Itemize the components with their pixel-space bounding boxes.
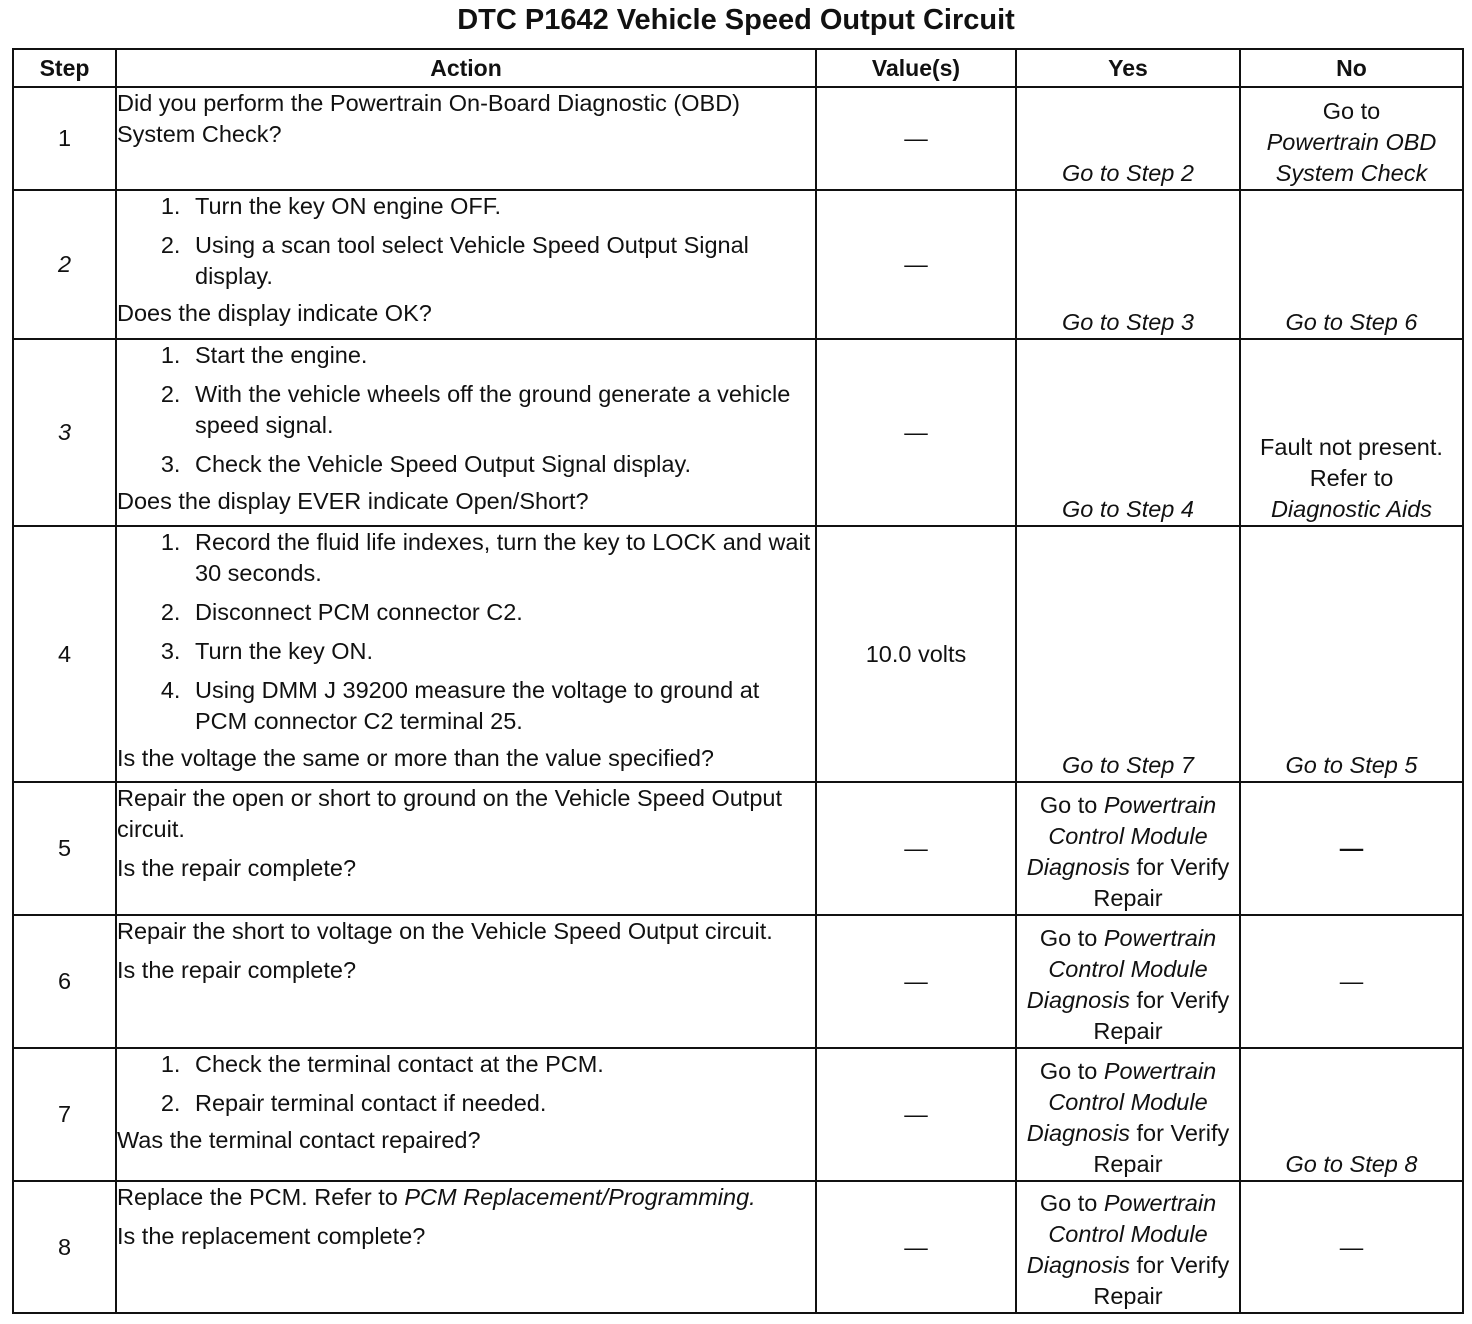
action-item: 4. Using DMM J 39200 measure the voltage to ground at PCM connector C2 terminal 25. (187, 675, 815, 737)
header-action: Action (116, 49, 816, 87)
no-text: Fault not present. Refer to (1260, 434, 1443, 491)
action-question: Is the repair complete? (117, 855, 357, 881)
value-cell (816, 782, 1016, 915)
yes-cell (1016, 915, 1240, 1048)
step-number: 4 (13, 526, 116, 782)
verify-module-diagnosis: Powertrain Control Module Diagnosis (1026, 1190, 1217, 1278)
action-question: Is the voltage the same or more than the value specified? (117, 745, 714, 771)
verify-module-diagnosis: Powertrain Control Module Diagnosis (1026, 792, 1217, 880)
verify-repair-text: for Verify Repair (1093, 1252, 1230, 1309)
action-cell (116, 339, 816, 526)
action-text (117, 1182, 815, 1213)
table-row (13, 87, 1463, 190)
table-header-row (13, 49, 1463, 87)
no-cell: Go to Step 8 (1240, 1048, 1463, 1181)
step-number: 3 (13, 339, 116, 526)
no-cell (1240, 339, 1463, 526)
action-cell (116, 190, 816, 339)
action-cell (116, 1181, 816, 1313)
action-item: 3. Check the Vehicle Speed Output Signal display. (187, 449, 815, 480)
action-item: 3. Turn the key ON. (187, 636, 815, 667)
no-cell (1240, 915, 1463, 1048)
table-row (13, 1181, 1463, 1313)
value-text: — (904, 125, 928, 151)
no-cell (1240, 1181, 1463, 1313)
no-text: — (1339, 1233, 1364, 1260)
action-text: Repair the short to voltage on the Vehicle Speed Output circuit. (117, 918, 773, 944)
verify-go-to: Go to (1039, 1190, 1098, 1216)
value-cell (816, 190, 1016, 339)
value-text: — (904, 419, 928, 445)
value-cell (816, 87, 1016, 190)
action-question: Is the replacement complete? (117, 1223, 426, 1249)
action-cell (116, 87, 816, 190)
verify-module-diagnosis: Powertrain Control Module Diagnosis (1026, 1058, 1217, 1146)
table-row (13, 190, 1463, 339)
action-question: Was the terminal contact repaired? (117, 1127, 481, 1153)
action-item: 2. Disconnect PCM connector C2. (187, 597, 815, 628)
verify-go-to: Go to (1039, 925, 1098, 951)
no-text: Go to (1322, 98, 1381, 124)
table-row (13, 1048, 1463, 1181)
verify-repair-text: for Verify Repair (1093, 854, 1230, 911)
diagnostic-table (12, 48, 1464, 1314)
value-text: — (904, 835, 928, 861)
value-text: 10.0 volts (865, 640, 967, 667)
page-title: DTC P1642 Vehicle Speed Output Circuit (457, 4, 1015, 36)
step-number: 8 (13, 1181, 116, 1313)
yes-cell (1016, 782, 1240, 915)
yes-cell (1016, 1048, 1240, 1181)
action-text-prefix: Replace the PCM. Refer to (117, 1184, 398, 1210)
header-values: Value(s) (816, 49, 1016, 87)
action-item: 2. Using a scan tool select Vehicle Speed Output Signal display. (187, 230, 815, 292)
value-cell (816, 339, 1016, 526)
value-cell (816, 526, 1016, 782)
action-cell (116, 1048, 816, 1181)
value-cell (816, 1181, 1016, 1313)
action-item: 2. With the vehicle wheels off the ground generate a vehicle speed signal. (187, 379, 815, 441)
step-number: 1 (13, 87, 116, 190)
no-reference: Diagnostic Aids (1270, 496, 1433, 522)
action-text: Did you perform the Powertrain On-Board Diagnostic (OBD) System Check? (117, 90, 740, 147)
step-number: 5 (13, 782, 116, 915)
no-cell (1240, 87, 1463, 190)
value-text: — (904, 251, 928, 277)
action-cell (116, 915, 816, 1048)
value-cell (816, 1048, 1016, 1181)
header-step: Step (13, 49, 116, 87)
action-cell (116, 526, 816, 782)
action-item: 1. Record the fluid life indexes, turn the key to LOCK and wait 30 seconds. (187, 527, 815, 589)
action-question: Is the repair complete? (117, 957, 357, 983)
verify-module-diagnosis: Powertrain Control Module Diagnosis (1026, 925, 1217, 1013)
verify-go-to: Go to (1039, 1058, 1098, 1084)
no-cell: Go to Step 5 (1240, 526, 1463, 782)
yes-cell (1016, 1181, 1240, 1313)
no-text: — (1339, 968, 1364, 994)
value-text: — (904, 1101, 928, 1127)
value-cell (816, 915, 1016, 1048)
action-item: 1. Start the engine. (187, 340, 815, 371)
verify-repair-text: for Verify Repair (1093, 1120, 1230, 1177)
action-question: Does the display indicate OK? (117, 300, 432, 326)
step-number: 2 (13, 190, 116, 339)
yes-cell: Go to Step 4 (1016, 339, 1240, 526)
action-item: 1. Turn the key ON engine OFF. (187, 191, 815, 222)
action-question: Does the display EVER indicate Open/Short? (117, 488, 589, 514)
no-cell: Go to Step 6 (1240, 190, 1463, 339)
yes-cell: Go to Step 3 (1016, 190, 1240, 339)
yes-cell: Go to Step 2 (1016, 87, 1240, 190)
no-text: — (1339, 835, 1364, 861)
action-text: Repair the open or short to ground on the Vehicle Speed Output circuit. (117, 785, 782, 842)
verify-repair-text: for Verify Repair (1093, 987, 1230, 1044)
yes-cell: Go to Step 7 (1016, 526, 1240, 782)
no-reference: Powertrain OBD System Check (1266, 129, 1437, 186)
value-text: — (904, 1233, 928, 1260)
action-item: 1. Check the terminal contact at the PCM. (187, 1049, 815, 1080)
no-cell (1240, 782, 1463, 915)
step-number: 7 (13, 1048, 116, 1181)
header-yes: Yes (1016, 49, 1240, 87)
action-reference: PCM Replacement/Programming. (404, 1184, 756, 1210)
value-text: — (904, 968, 928, 994)
table-row (13, 339, 1463, 526)
step-number: 6 (13, 915, 116, 1048)
table-row (13, 782, 1463, 915)
verify-go-to: Go to (1039, 792, 1098, 818)
header-no: No (1240, 49, 1463, 87)
action-cell (116, 782, 816, 915)
table-row (13, 526, 1463, 782)
table-row (13, 915, 1463, 1048)
action-item: 2. Repair terminal contact if needed. (187, 1088, 815, 1119)
